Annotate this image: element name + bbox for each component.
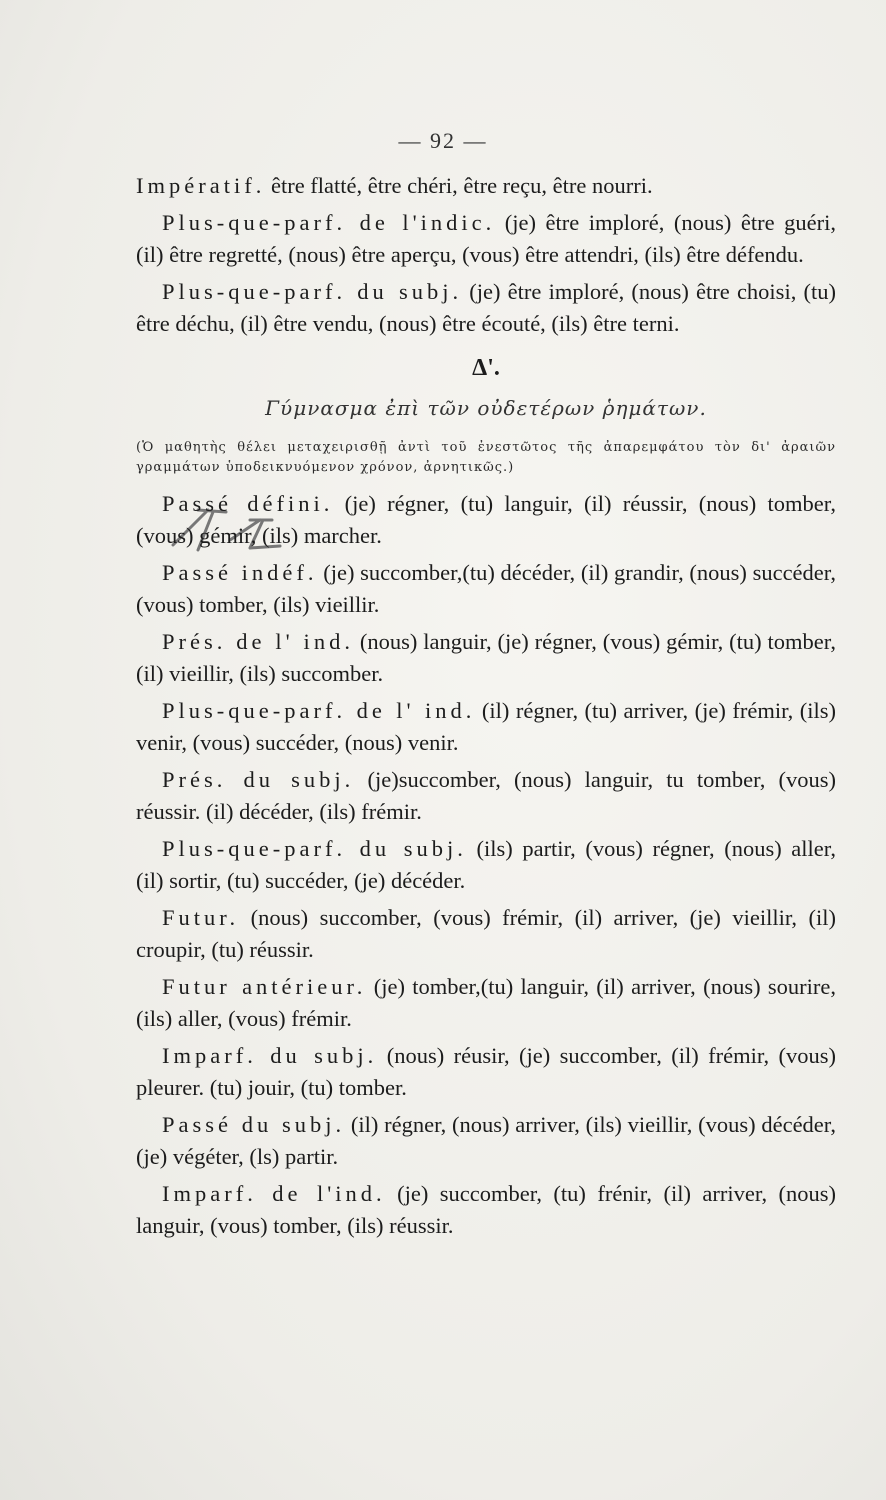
heading-pres-subj: Prés. du subj. <box>162 767 355 792</box>
heading-imparf-ind: Imparf. de l'ind. <box>162 1181 386 1206</box>
paragraph-futur <box>136 902 836 966</box>
heading-passe-indef: Passé indéf. <box>162 560 318 585</box>
section-mark: Δ'. <box>472 355 500 381</box>
heading-plusqueparf-ind: Plus-que-parf. de l' ind. <box>162 698 476 723</box>
paragraph-pres-subj <box>136 764 836 828</box>
page-number: — 92 — <box>398 128 488 153</box>
paragraph-imperatif <box>136 170 836 202</box>
heading-futur: Futur. <box>162 905 240 930</box>
text-plusqueparf-ind: (il) régner, (tu) arriver, (je) frémir, (ils) venir, (vous) succéder, (nous) venir. <box>136 698 837 755</box>
heading-passe-subj: Passé du subj. <box>162 1112 346 1137</box>
heading-passe-defini: Passé défini. <box>162 491 334 516</box>
heading-imperatif: Impératif. <box>136 173 266 198</box>
paragraph-pres-ind <box>136 626 836 690</box>
body-text <box>136 170 836 1247</box>
paragraph-passe-indef <box>136 557 836 621</box>
text-plusqueparf-du-subj: (ils) partir, (vous) régner, (nous) aller, (il) sortir, (tu) succéder, (je) décéder. <box>136 836 836 893</box>
text-pres-subj: (je)succomber, (nous) languir, tu tomber, (vous) réussir. (il) décéder, (ils) frémir. <box>136 767 837 824</box>
text-plusqueparf-subj: (je) être imploré, (nous) être choisi, (tu) être déchu, (il) être vendu, (nous) être écouté, (ils) être terni. <box>136 279 836 336</box>
paragraph-passe-subj <box>136 1109 836 1173</box>
heading-plusqueparf-subj: Plus-que-parf. du subj. <box>162 279 463 304</box>
text-imparf-ind: (je) succomber, (tu) frénir, (il) arriver, (nous) languir, (vous) tomber, (ils) réussir. <box>136 1181 837 1238</box>
heading-plusqueparf-indic: Plus-que-parf. de l'indic. <box>162 210 496 235</box>
text-imperatif: être flatté, être chéri, être reçu, être nourri. <box>270 173 653 198</box>
heading-plusqueparf-du-subj: Plus-que-parf. du subj. <box>162 836 467 861</box>
paragraph-futur-anterieur <box>136 971 836 1035</box>
text-plusqueparf-indic: (je) être imploré, (nous) être guéri, (il) être regretté, (nous) être aperçu, (vous) être attendri, (ils) être défendu. <box>136 210 836 267</box>
text-passe-defini: (je) régner, (tu) languir, (il) réussir, (nous) tomber, (vous) gémir, (ils) marcher. <box>136 491 836 548</box>
section-note: (Ὁ μαθητὴς θέλει μεταχειρισθῇ ἀντὶ τοῦ ἐνεστῶτος τῆς ἀπαρεμφάτου τὸν δι' ἀραιῶν γραμμάτων ὑποδεικνυόμενον χρόνον, ἀρνητικῶς.) <box>136 440 836 475</box>
paragraph-plusqueparf-subj <box>136 276 836 340</box>
text-futur-anterieur: (je) tomber,(tu) languir, (il) arriver, (nous) sourire, (ils) aller, (vous) frémir. <box>136 974 837 1031</box>
paragraph-plusqueparf-indic <box>136 207 836 271</box>
text-passe-indef: (je) succomber,(tu) décéder, (il) grandir, (nous) succéder, (vous) tomber, (ils) vieillir. <box>136 560 836 617</box>
text-passe-subj: (il) régner, (nous) arriver, (ils) vieillir, (vous) décéder, (je) végéter, (ls) partir. <box>136 1112 837 1169</box>
text-futur: (nous) succomber, (vous) frémir, (il) arriver, (je) vieillir, (il) croupir, (tu) réussir. <box>136 905 836 962</box>
heading-pres-ind: Prés. de l' ind. <box>162 629 354 654</box>
text-imparf-subj: (nous) réusir, (je) succomber, (il) frémir, (vous) pleurer. (tu) jouir, (tu) tomber. <box>136 1043 836 1100</box>
text-pres-ind: (nous) languir, (je) régner, (vous) gémir, (tu) tomber, (il) vieillir, (ils) succomber. <box>136 629 837 686</box>
paragraph-imparf-ind <box>136 1178 836 1242</box>
paragraph-passe-defini <box>136 488 836 552</box>
paragraph-plusqueparf-du-subj <box>136 833 836 897</box>
paragraph-plusqueparf-ind <box>136 695 836 759</box>
heading-imparf-subj: Imparf. du subj. <box>162 1043 378 1068</box>
section-title: Γύμνασμα ἐπὶ τῶν οὐδετέρων ῥημάτων. <box>265 396 707 420</box>
heading-futur-anterieur: Futur antérieur. <box>162 974 367 999</box>
paragraph-imparf-subj <box>136 1040 836 1104</box>
